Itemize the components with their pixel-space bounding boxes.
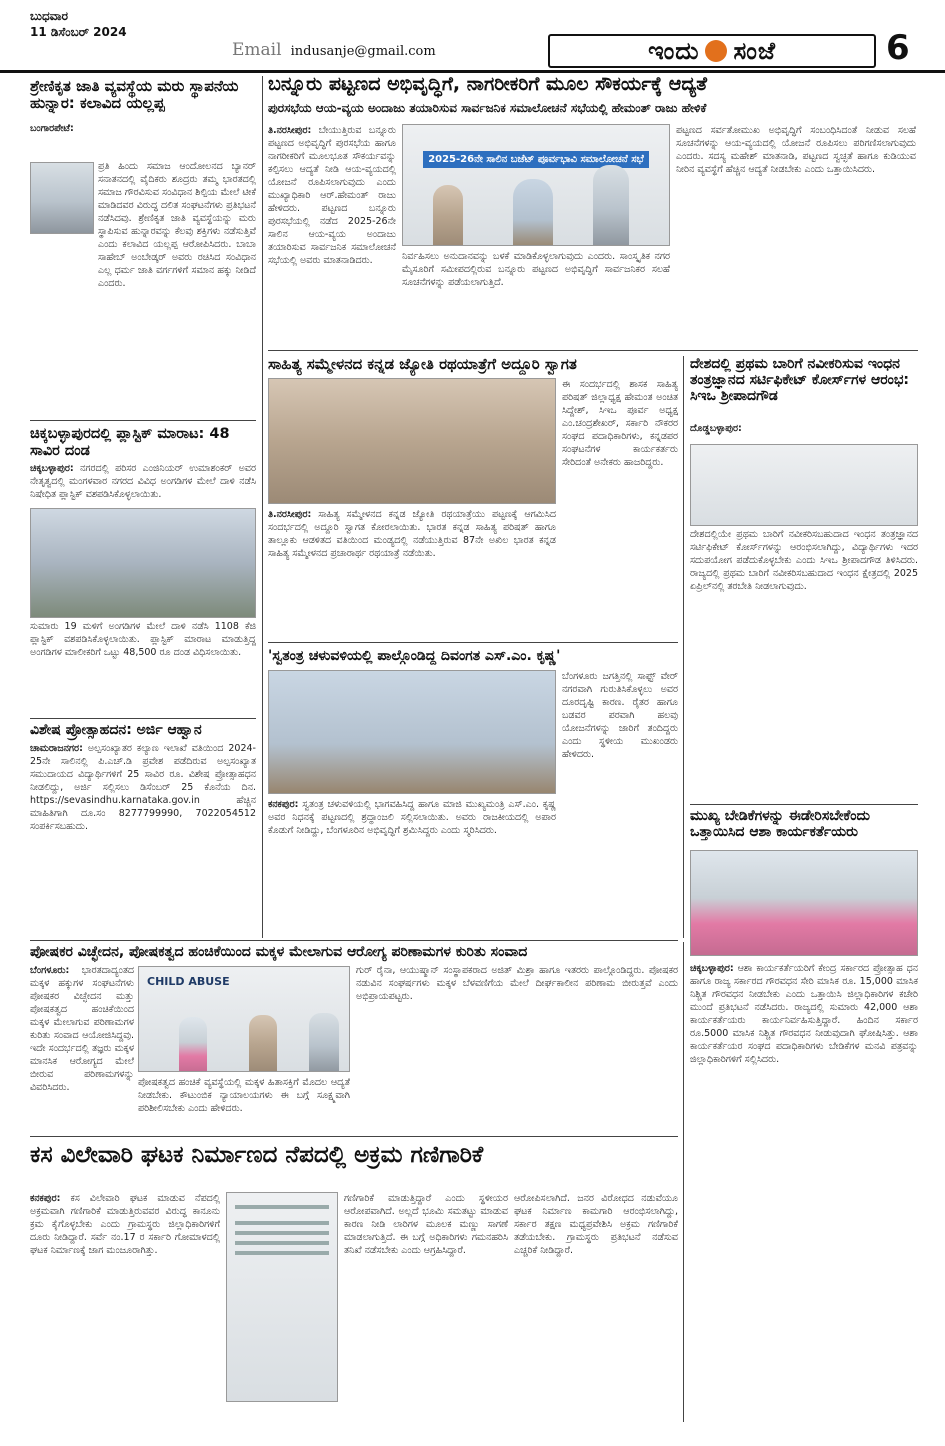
- meeting-banner: 2025-26ನೇ ಸಾಲಿನ ಬಜೆಟ್ ಪೂರ್ವಭಾವಿ ಸಮಾಲೋಚನೆ ಸಭೆ: [423, 151, 649, 168]
- top-story-body-mid: ನಿರ್ವಹಿಸಲು ಅನುದಾನವನ್ನು ಬಳಕೆ ಮಾಡಿಕೊಳ್ಳಲಾಗುವುದು ಎಂದರು. ಸಾಂಸ್ಕೃತಿಕ ನಗರ ಮೈಸೂರಿಗೆ ಸಮೀಪದಲ್ಲಿರುವ ಬನ್ನೂರು ಪಟ್ಟಣದ ಅಭಿವೃದ್ಧಿಗೆ ಸಾರ್ವಜನಿಕರ ಸಲಹೆ ಸೂಚನೆಗಳನ್ನು ಪಡೆಯಲಾಗುತ್ತಿದೆ.: [402, 251, 670, 288]
- divider: [30, 1136, 678, 1137]
- right-story2-headline: ಮುಖ್ಯ ಬೇಡಿಕೆಗಳನ್ನು ಈಡೇರಿಸಬೇಕೆಂದು ಒತ್ತಾಯಿಸಿದ ಆಶಾ ಕಾರ್ಯಕರ್ತೆಯರು: [690, 808, 870, 841]
- right-story1-photo: [690, 444, 918, 526]
- sahitya-photo: [268, 378, 556, 504]
- divider: [268, 642, 678, 643]
- person-figure: [433, 185, 463, 246]
- right-story1-dateline: ದೊಡ್ಡಬಳ್ಳಾಪುರ:: [690, 423, 742, 434]
- document-line: [235, 1231, 329, 1235]
- bottom-story-body3: ಆರೋಪಿಸಲಾಗಿದೆ. ಜನರ ವಿರೋಧದ ನಡುವೆಯೂ ಘಟಕ ನಿರ್ಮಾಣ ಕಾಮಗಾರಿ ಆರಂಭಿಸಲಾಗಿದ್ದು, ಸರ್ಕಾರ ತಕ್ಷಣ ಮಧ್ಯಪ್ರವೇಶಿಸಿ ಅಕ್ರಮ ಗಣಿಗಾರಿಕೆ ತಡೆಯಬೇಕು. ಗ್ರಾಮಸ್ಥರು ಪ್ರತಿಭಟನೆ ನಡೆಸುವ ಎಚ್ಚರಿಕೆ ನೀಡಿದ್ದಾರೆ.: [514, 1193, 678, 1256]
- document-line: [235, 1221, 329, 1225]
- bottom-story-document-photo: [226, 1192, 338, 1402]
- bottom-story-dateline: ಕನಕಪುರ:: [30, 1193, 61, 1204]
- document-line: [235, 1251, 329, 1255]
- issue-date-text: 11 ಡಿಸೆಂಬರ್ 2024: [30, 25, 127, 39]
- krishna-headline: 'ಸ್ವತಂತ್ರ ಚಳುವಳಿಯಲ್ಲಿ ಪಾಲ್ಗೊಂಡಿದ್ದ ದಿವಂಗತ ಎಸ್.ಎಂ. ಕೃಷ್ಣ': [268, 648, 561, 664]
- left-story1-photo: [30, 162, 94, 234]
- left-story3-headline: ವಿಶೇಷ ಪ್ರೋತ್ಸಾಹದನ: ಅರ್ಜಿ ಆಹ್ವಾನ: [30, 722, 202, 738]
- right-story1-dateline-line: [690, 422, 918, 442]
- top-story-dateline: ತಿ.ನರಸೀಪುರ:: [268, 125, 312, 136]
- child-story-dateline: ಬೆಂಗಳೂರು:: [30, 965, 70, 976]
- divider: [690, 804, 918, 805]
- left-story1-body-top: [30, 122, 256, 159]
- email-address[interactable]: indusanje@gmail.com: [290, 44, 436, 59]
- left-story1-dateline: ಬಂಗಾರಪೇಟೆ:: [30, 123, 74, 134]
- person-figure: [513, 179, 553, 246]
- right-story2-text: ಆಶಾ ಕಾರ್ಯಕರ್ತೆಯರಿಗೆ ಕೇಂದ್ರ ಸರ್ಕಾರದ ಪ್ರೋತ್ಸಾಹ ಧನ ಹಾಗೂ ರಾಜ್ಯ ಸರ್ಕಾರದ ಗೌರವಧನ ಸೇರಿ ಮಾಸಿಕ ರೂ. 15,000 ಮಾಸಿಕ ನಿಶ್ಚಿತ ಗೌರವಧನ ನೀಡಬೇಕು ಎಂದು ಒತ್ತಾಯಿಸಿ ಜಿಲ್ಲಾಧಿಕಾರಿಗಳ ಕಚೇರಿ ಮುಂದೆ ಪ್ರತಿಭಟನೆ ನಡೆಸಿದರು. ರಾಜ್ಯದಲ್ಲಿ ಸುಮಾರು 42,000 ಆಶಾ ಕಾರ್ಯಕರ್ತೆಯರು ಕಾರ್ಯನಿರ್ವಹಿಸುತ್ತಿದ್ದಾರೆ. ಹಿಂದಿನ ಸರ್ಕಾರ ರೂ.5000 ಮಾಸಿಕ ನಿಶ್ಚಿತ ಗೌರವಧನ ನೀಡುವುದಾಗಿ ಘೋಷಿಸಿತ್ತು. ಆಶಾ ಕಾರ್ಯಕರ್ತೆಯರ ಸಂಘದ ಪದಾಧಿಕಾರಿಗಳು ಬೇಡಿಕೆಗಳ ಮನವಿ ಪತ್ರವನ್ನು ಜಿಲ್ಲಾಧಿಕಾರಿಗಳಿಗೆ ಸಲ್ಲಿಸಿದರು.: [690, 963, 918, 1065]
- column-rule: [683, 942, 684, 1422]
- krishna-dateline: ಕನಕಪುರ:: [268, 799, 299, 810]
- top-story-body-right: ಪಟ್ಟಣದ ಸರ್ವತೋಮುಖ ಅಭಿವೃದ್ಧಿಗೆ ಸಂಬಂಧಿಸಿದಂತೆ ನೀಡುವ ಸಲಹೆ ಸೂಚನೆಗಳನ್ನು ಆಯ-ವ್ಯಯದಲ್ಲಿ ಯೋಜನೆ ರೂಪಿಸಲು ಪರಿಗಣಿಸಲಾಗುವುದು ಎಂದರು. ಸದಸ್ಯ ಮಹೇಶ್ ಮಾತನಾಡಿ, ಪಟ್ಟಣದ ಸ್ವಚ್ಛತೆ ಹಾಗೂ ಕುಡಿಯುವ ನೀರಿನ ವ್ಯವಸ್ಥೆಗೆ ಹೆಚ್ಚಿನ ಆದ್ಯತೆ ನೀಡಬೇಕು ಎಂದು ಒತ್ತಾಯಿಸಿದರು.: [676, 125, 916, 175]
- krishna-text: ಸ್ವತಂತ್ರ ಚಳುವಳಿಯಲ್ಲಿ ಭಾಗವಹಿಸಿದ್ದ ಹಾಗೂ ಮಾಜಿ ಮುಖ್ಯಮಂತ್ರಿ ಎಸ್.ಎಂ. ಕೃಷ್ಣ ಅವರ ನಿಧನಕ್ಕೆ ಪಟ್ಟಣದಲ್ಲಿ ಶ್ರದ್ಧಾಂಜಲಿ ಸಲ್ಲಿಸಲಾಯಿತು. ಅವರು ರಾಜಕೀಯದಲ್ಲಿ ಅಪಾರ ಕೊಡುಗೆ ನೀಡಿದ್ದು, ಬೆಂಗಳೂರಿನ ಅಭಿವೃದ್ಧಿಗೆ ಶ್ರಮಿಸಿದ್ದರು ಎಂದು ಸ್ಮರಿಸಿದರು.: [268, 799, 556, 836]
- divider: [268, 350, 918, 351]
- top-story-body-left: [268, 124, 396, 350]
- top-story-photo: [402, 124, 670, 246]
- sahitya-body: [268, 508, 556, 638]
- email-label: Email: [232, 40, 282, 60]
- person-figure: [593, 165, 629, 246]
- right-story2-body: [690, 962, 918, 1418]
- email-line: [232, 40, 436, 60]
- krishna-photo: [268, 670, 556, 794]
- child-story-body3: ಪೋಷಕತ್ವದ ಹಂಚಿಕೆ ವ್ಯವಸ್ಥೆಯಲ್ಲಿ ಮಕ್ಕಳ ಹಿತಾಸಕ್ತಿಗೆ ಮೊದಲ ಆದ್ಯತೆ ನೀಡಬೇಕು. ಕೌಟುಂಬಿಕ ನ್ಯಾಯಾಲಯಗಳು ಈ ಬಗ್ಗೆ ಸೂಕ್ಷ್ಮವಾಗಿ ಪರಿಶೀಲಿಸಬೇಕು ಎಂದು ಹೇಳಿದರು.: [138, 1077, 350, 1114]
- person-figure: [249, 1015, 277, 1072]
- top-story-headline: ಬನ್ನೂರು ಪಟ್ಟಣದ ಅಭಿವೃದ್ಧಿಗೆ, ನಾಗರೀಕರಿಗೆ ಮೂಲ ಸೌಕರ್ಯಕ್ಕೆ ಆದ್ಯತೆ: [268, 73, 708, 95]
- right-story2-dateline: ಚಿಕ್ಕಬಳ್ಳಾಪುರ:: [690, 963, 734, 974]
- left-story2-text: ನಗರದಲ್ಲಿ ಪರಿಸರ ಎಂಜಿನಿಯರ್ ಉಮಾಶಂಕರ್ ಅವರ ನೇತೃತ್ವದಲ್ಲಿ ಮಂಗಳವಾರ ನಗರದ ವಿವಿಧ ಅಂಗಡಿಗಳ ಮೇಲೆ ದಾಳಿ ನಡೆಸಿ ನಿಷೇಧಿತ ಪ್ಲಾಸ್ಟಿಕ್ ವಶಪಡಿಸಿಕೊಳ್ಳಲಾಯಿತು.: [30, 463, 256, 500]
- sahitya-headline: ಸಾಹಿತ್ಯ ಸಮ್ಮೇಳನದ ಕನ್ನಡ ಜ್ಯೋತಿ ರಥಯಾತ್ರೆಗೆ ಅದ್ದೂರಿ ಸ್ವಾಗತ: [268, 355, 577, 373]
- krishna-body: [268, 798, 556, 938]
- bottom-story-body2: ಗಣಿಗಾರಿಕೆ ಮಾಡುತ್ತಿದ್ದಾರೆ ಎಂದು ಸ್ಥಳೀಯರ ಆರೋಪವಾಗಿದೆ. ಅಲ್ಲದೆ ಭೂಮಿ ಸಮತಟ್ಟು ಮಾಡುವ ಕಾರಣ ನೀಡಿ ಲಾರಿಗಳ ಮೂಲಕ ಮಣ್ಣು ಸಾಗಣೆ ಮಾಡಲಾಗುತ್ತಿದೆ. ಈ ಬಗ್ಗೆ ಅಧಿಕಾರಿಗಳು ಗಮನಹರಿಸಿ ತನಿಖೆ ನಡೆಸಬೇಕು ಎಂದು ಆಗ್ರಹಿಸಿದ್ದಾರೆ.: [344, 1193, 508, 1256]
- child-story-headline: ಪೋಷಕರ ವಿಚ್ಛೇದನ, ಪೋಷಕತ್ವದ ಹಂಚಿಕೆಯಿಂದ ಮಕ್ಕಳ ಮೇಲಾಗುವ ಆರೋಗ್ಯ ಪರಿಣಾಮಗಳ ಕುರಿತು ಸಂವಾದ: [30, 944, 528, 960]
- divider: [30, 718, 256, 719]
- column-rule: [262, 76, 263, 938]
- child-story-body2: ಗುರ್ ರೈನಾ, ಆಯುಷ್ಮಾನ್ ಸಂಸ್ಥಾಪಕರಾದ ಅಜಿತ್ ಮಿಶ್ರಾ ಹಾಗೂ ಇತರರು ಪಾಲ್ಗೊಂಡಿದ್ದರು. ಪೋಷಕರ ನಡುವಿನ ಸಂಘರ್ಷಗಳು ಮಕ್ಕಳ ಬೆಳವಣಿಗೆಯ ಮೇಲೆ ದೀರ್ಘಕಾಲೀನ ಪರಿಣಾಮ ಬೀರುತ್ತವೆ ಎಂದು ಅಭಿಪ್ರಾಯಪಟ್ಟರು.: [356, 965, 678, 1002]
- left-story2-dateline: ಚಿಕ್ಕಬಳ್ಳಾಪುರ:: [30, 463, 74, 474]
- left-story2-caption: ಸುಮಾರು 19 ಮಳಿಗೆ ಅಂಗಡಿಗಳ ಮೇಲೆ ದಾಳಿ ನಡೆಸಿ 1108 ಕೆಜಿ ಪ್ಲಾಸ್ಟಿಕ್ ವಶಪಡಿಸಿಕೊಳ್ಳಲಾಯಿತು. ಪ್ಲಾಸ್ಟಿಕ್ ಮಾರಾಟ ಮಾಡುತ್ತಿದ್ದ ಅಂಗಡಿಗಳ ಮಾಲೀಕರಿಗೆ ಒಟ್ಟು 48,500 ರೂ ದಂಡ ವಿಧಿಸಲಾಯಿತು.: [30, 621, 256, 658]
- document-line: [235, 1205, 329, 1209]
- page-number: 6: [886, 28, 910, 68]
- document-line: [235, 1241, 329, 1245]
- column-rule: [683, 356, 684, 938]
- child-story-text: ಭಾರತದಾದ್ಯಂತದ ಮಕ್ಕಳ ಹಕ್ಕುಗಳ ಸಂಘಟನೆಗಳು ಪೋಷಕರ ವಿಚ್ಛೇದನ ಮತ್ತು ಪೋಷಕತ್ವದ ಹಂಚಿಕೆಯಿಂದ ಮಕ್ಕಳ ಮೇಲಾಗುವ ಪರಿಣಾಮಗಳ ಕುರಿತು ಸಂವಾದ ಆಯೋಜಿಸಿದ್ದವು. ಇದೇ ಸಂದರ್ಭದಲ್ಲಿ ತಜ್ಞರು ಮಕ್ಕಳ ಮಾನಸಿಕ ಆರೋಗ್ಯದ ಮೇಲೆ ಬೀರುವ ಪರಿಣಾಮಗಳನ್ನು ವಿವರಿಸಿದರು.: [30, 965, 134, 1093]
- child-story-photo: [138, 966, 350, 1072]
- right-story1-headline: ದೇಶದಲ್ಲಿ ಪ್ರಥಮ ಬಾರಿಗೆ ನವೀಕರಿಸುವ ಇಂಧನ ತಂತ್ರಜ್ಞಾನದ ಸರ್ಟಿಫಿಕೇಟ್ ಕೋರ್ಸ್‌ಗಳ ಆರಂಭ: ಸಿಇಒ ಶ್ರೀಪಾದಗೌಡ: [690, 356, 910, 405]
- right-story2-photo: [690, 850, 918, 956]
- sun-icon: [705, 40, 727, 62]
- person-figure: [309, 1013, 339, 1072]
- left-story2-headline: ಚಿಕ್ಕಬಳ್ಳಾಪುರದಲ್ಲಿ ಪ್ಲಾಸ್ಟಿಕ್ ಮಾರಾಟ: 48 ಸಾವಿರ ದಂಡ: [30, 426, 230, 459]
- child-abuse-banner: CHILD ABUSE: [147, 975, 230, 988]
- masthead-logo: [548, 34, 876, 68]
- issue-day: ಬುಧವಾರ: [30, 9, 68, 23]
- person-figure: [179, 1017, 207, 1072]
- sahitya-body2: ಈ ಸಂದರ್ಭದಲ್ಲಿ ಶಾಸಕ ಸಾಹಿತ್ಯ ಪರಿಷತ್ ಜಿಲ್ಲಾಧ್ಯಕ್ಷ ಹೇಮಂತ ಅಂಚಿತ ಸಿದ್ದೇಶ್, ಸಿಇಒ ಪೂರ್ವ ಅಧ್ಯಕ್ಷ ಎಂ.ಚಂದ್ರಶೇಖರ್, ಸರ್ಕಾರಿ ನೌಕರರ ಸಂಘದ ಪದಾಧಿಕಾರಿಗಳು, ಕನ್ನಡಪರ ಸಂಘಟನೆಗಳ ಕಾರ್ಯಕರ್ತರು ಸೇರಿದಂತೆ ಅನೇಕರು ಹಾಜರಿದ್ದರು.: [562, 379, 678, 468]
- left-story3-dateline: ಚಾಮರಾಜನಗರ:: [30, 743, 83, 754]
- issue-date: [30, 8, 127, 40]
- left-story1-headline: ಶ್ರೇಣಿಕೃತ ಜಾತಿ ವ್ಯವಸ್ಥೆಯ ಮರು ಸ್ಥಾಪನೆಯ ಹುನ್ನಾರ: ಕಲಾವಿದ ಯಲ್ಲಪ್ಪ: [30, 77, 239, 113]
- masthead-left: ಇಂದು: [648, 37, 700, 65]
- masthead-right: ಸಂಜೆ: [733, 37, 776, 65]
- left-story2-body: [30, 462, 256, 506]
- left-story2-photo: [30, 508, 256, 618]
- divider: [30, 420, 256, 421]
- left-story3-text: ಅಲ್ಪಸಂಖ್ಯಾತರ ಕಲ್ಯಾಣ ಇಲಾಖೆ ವತಿಯಿಂದ 2024-25ನೇ ಸಾಲಿನಲ್ಲಿ ಪಿ.ಎಚ್.ಡಿ ಪ್ರವೇಶ ಪಡೆದಿರುವ ಅಲ್ಪಸಂಖ್ಯಾತ ಸಮುದಾಯದ ವಿದ್ಯಾರ್ಥಿಗಳಿಗೆ 25 ಸಾವಿರ ರೂ. ವಿಶೇಷ ಪ್ರೋತ್ಸಾಹಧನ ನೀಡಲಿದ್ದು, ಅರ್ಜಿ ಸಲ್ಲಿಸಲು ಡಿಸೆಂಬರ್ 25 ಕೊನೆಯ ದಿನ. https://sevasindhu.karnataka.gov.in ಹೆಚ್ಚಿನ ಮಾಹಿತಿಗಾಗಿ ದೂ.ಸಂ 8277799990, 7022054512 ಸಂಪರ್ಕಿಸಬಹುದು.: [30, 743, 256, 832]
- top-story-text-left: ಬೇಯುತ್ತಿರುವ ಬನ್ನೂರು ಪಟ್ಟಣದ ಅಭಿವೃದ್ಧಿಗೆ ಪುರಸಭೆಯ ಹಾಗೂ ನಾಗರೀಕರಿಗೆ ಮೂಲಭೂತ ಸೌಕರ್ಯವನ್ನು ಕಲ್ಪಿಸಲು ಆದ್ಯತೆ ನೀಡಿ ಆಯ-ವ್ಯಯದಲ್ಲಿ ಯೋಜನೆ ರೂಪಿಸಲಾಗುವುದು ಎಂದು ಮುಖ್ಯಾಧಿಕಾರಿ ಆರ್.ಹೇಮಂತ್ ರಾಜು ಹೇಳಿದರು. ಪಟ್ಟಣದ ಬನ್ನೂರು ಪುರಸಭೆಯಲ್ಲಿ ನಡೆದ 2025-26ನೇ ಸಾಲಿನ ಆಯ-ವ್ಯಯ ಅಂದಾಜು ತಯಾರಿಸುವ ಸಾರ್ವಜನಿಕ ಸಮಾಲೋಚನೆ ಸಭೆಯಲ್ಲಿ ಅವರು ಮಾತನಾಡಿದರು.: [268, 125, 396, 266]
- top-story-subheadline: ಪುರಸಭೆಯ ಆಯ-ವ್ಯಯ ಅಂದಾಜು ತಯಾರಿಸುವ ಸಾರ್ವಜನಿಕ ಸಮಾಲೋಚನೆ ಸಭೆಯಲ್ಲಿ ಹೇಮಂತ್ ರಾಜು ಹೇಳಿಕೆ: [268, 101, 707, 115]
- child-story-body: [30, 964, 134, 1132]
- sahitya-dateline: ತಿ.ನರಸೀಪುರ:: [268, 509, 312, 520]
- left-story1-body: ಪ್ರತಿ ಹಿಂದು ಸಮಾಜ ಆಂದೋಲನದ ಬ್ಯಾನರ್ ಸನಾತನದಲ್ಲಿ ವೈದಿಕರು ಶೂದ್ರರು ತಮ್ಮ ಭಾರತದಲ್ಲಿ ಸಮಾಜ ಗೌರವಿಸುವ ಸಂವಿಧಾನ ಶಿಲ್ಪಿಯ ಮೇಲೆ ಟೀಕೆ ಮಾಡಿದವರ ವಿರುದ್ಧ ದಲಿತ ಸಂಘಟನೆಗಳು ಪ್ರತಿಭಟನೆ ನಡೆಸಿದವು. ಶ್ರೇಣಿಕೃತ ಜಾತಿ ವ್ಯವಸ್ಥೆಯನ್ನು ಮರು ಸ್ಥಾಪಿಸುವ ಹುನ್ನಾರವನ್ನು ಕೆಲವು ಶಕ್ತಿಗಳು ನಡೆಸುತ್ತಿವೆ ಎಂದು ಕಲಾವಿದ ಯಲ್ಲಪ್ಪ ಆರೋಪಿಸಿದರು. ಬಾಬಾ ಸಾಹೇಬ್ ಅಂಬೇಡ್ಕರ್ ಅವರು ರಚಿಸಿದ ಸಂವಿಧಾನ ಎಲ್ಲ ಧರ್ಮ ಜಾತಿ ವರ್ಗಗಳಿಗೆ ಸಮಾನ ಹಕ್ಕು ನೀಡಿದೆ ಎಂದರು.: [98, 161, 256, 289]
- bottom-story-headline: ಕಸ ವಿಲೇವಾರಿ ಘಟಕ ನಿರ್ಮಾಣದ ನೆಪದಲ್ಲಿ ಅಕ್ರಮ ಗಣಿಗಾರಿಕೆ: [30, 1142, 484, 1168]
- krishna-body2: ಬೆಂಗಳೂರು ಜಗತ್ತಿನಲ್ಲಿ ಸಾಫ್ಟ್ ವೇರ್ ನಗರವಾಗಿ ಗುರುತಿಸಿಕೊಳ್ಳಲು ಅವರ ದೂರದೃಷ್ಟಿ ಕಾರಣ. ರೈತರ ಹಾಗೂ ಬಡವರ ಪರವಾಗಿ ಹಲವು ಯೋಜನೆಗಳನ್ನು ಜಾರಿಗೆ ತಂದಿದ್ದರು ಎಂದು ಸ್ಥಳೀಯ ಮುಖಂಡರು ಹೇಳಿದರು.: [562, 671, 678, 760]
- right-story1-body: ದೇಶದಲ್ಲಿಯೇ ಪ್ರಥಮ ಬಾರಿಗೆ ನವೀಕರಿಸಬಹುದಾದ ಇಂಧನ ತಂತ್ರಜ್ಞಾನದ ಸರ್ಟಿಫಿಕೇಟ್ ಕೋರ್ಸ್‌ಗಳನ್ನು ಆರಂಭಿಸಲಾಗಿದ್ದು, ವಿದ್ಯಾರ್ಥಿಗಳು ಇದರ ಸದುಪಯೋಗ ಪಡೆದುಕೊಳ್ಳಬೇಕು ಎಂದು ಸಿಇಒ ಶ್ರೀಪಾದಗೌಡ ತಿಳಿಸಿದರು. ರಾಜ್ಯದಲ್ಲಿ ಪ್ರಥಮ ಬಾರಿಗೆ ನವೀಕರಿಸಬಹುದಾದ ಇಂಧನ ಕ್ಷೇತ್ರದಲ್ಲಿ 2025 ಏಪ್ರಿಲ್‌ನಲ್ಲಿ ತರಬೇತಿ ನೀಡಲಾಗುವುದು.: [690, 529, 918, 592]
- bottom-story-text1: ಕಸ ವಿಲೇವಾರಿ ಘಟಕ ಮಾಡುವ ನೆಪದಲ್ಲಿ ಅಕ್ರಮವಾಗಿ ಗಣಿಗಾರಿಕೆ ಮಾಡುತ್ತಿರುವವರ ವಿರುದ್ಧ ಕಾನೂನು ಕ್ರಮ ಕೈಗೊಳ್ಳಬೇಕು ಎಂದು ಗ್ರಾಮಸ್ಥರು ಜಿಲ್ಲಾಧಿಕಾರಿಗಳಿಗೆ ದೂರು ನೀಡಿದ್ದಾರೆ. ಸರ್ವೆ ನಂ.17 ರ ಸರ್ಕಾರಿ ಗೋಮಾಳದಲ್ಲಿ ಘಟಕ ನಿರ್ಮಾಣಕ್ಕೆ ಜಾಗ ಮಂಜೂರಾಗಿತ್ತು.: [30, 1193, 220, 1256]
- divider: [30, 940, 678, 941]
- sahitya-text: ಸಾಹಿತ್ಯ ಸಮ್ಮೇಳನದ ಕನ್ನಡ ಜ್ಯೋತಿ ರಥಯಾತ್ರೆಯು ಪಟ್ಟಣಕ್ಕೆ ಆಗಮಿಸಿದ ಸಂದರ್ಭದಲ್ಲಿ ಅದ್ದೂರಿ ಸ್ವಾಗತ ಕೋರಲಾಯಿತು. ಭಾರತ ಕನ್ನಡ ಸಾಹಿತ್ಯ ಪರಿಷತ್ ಹಾಗೂ ತಾಲ್ಲೂಕು ಆಡಳಿತದ ವತಿಯಿಂದ ಮಂಡ್ಯದಲ್ಲಿ ನಡೆಯುತ್ತಿರುವ 87ನೇ ಅಖಿಲ ಭಾರತ ಕನ್ನಡ ಸಾಹಿತ್ಯ ಸಮ್ಮೇಳನದ ಪ್ರಚಾರಾರ್ಥ ರಥಯಾತ್ರೆ ನಡೆಯಿತು.: [268, 509, 556, 559]
- left-story3-body: [30, 742, 256, 938]
- bottom-story-body1: [30, 1192, 220, 1422]
